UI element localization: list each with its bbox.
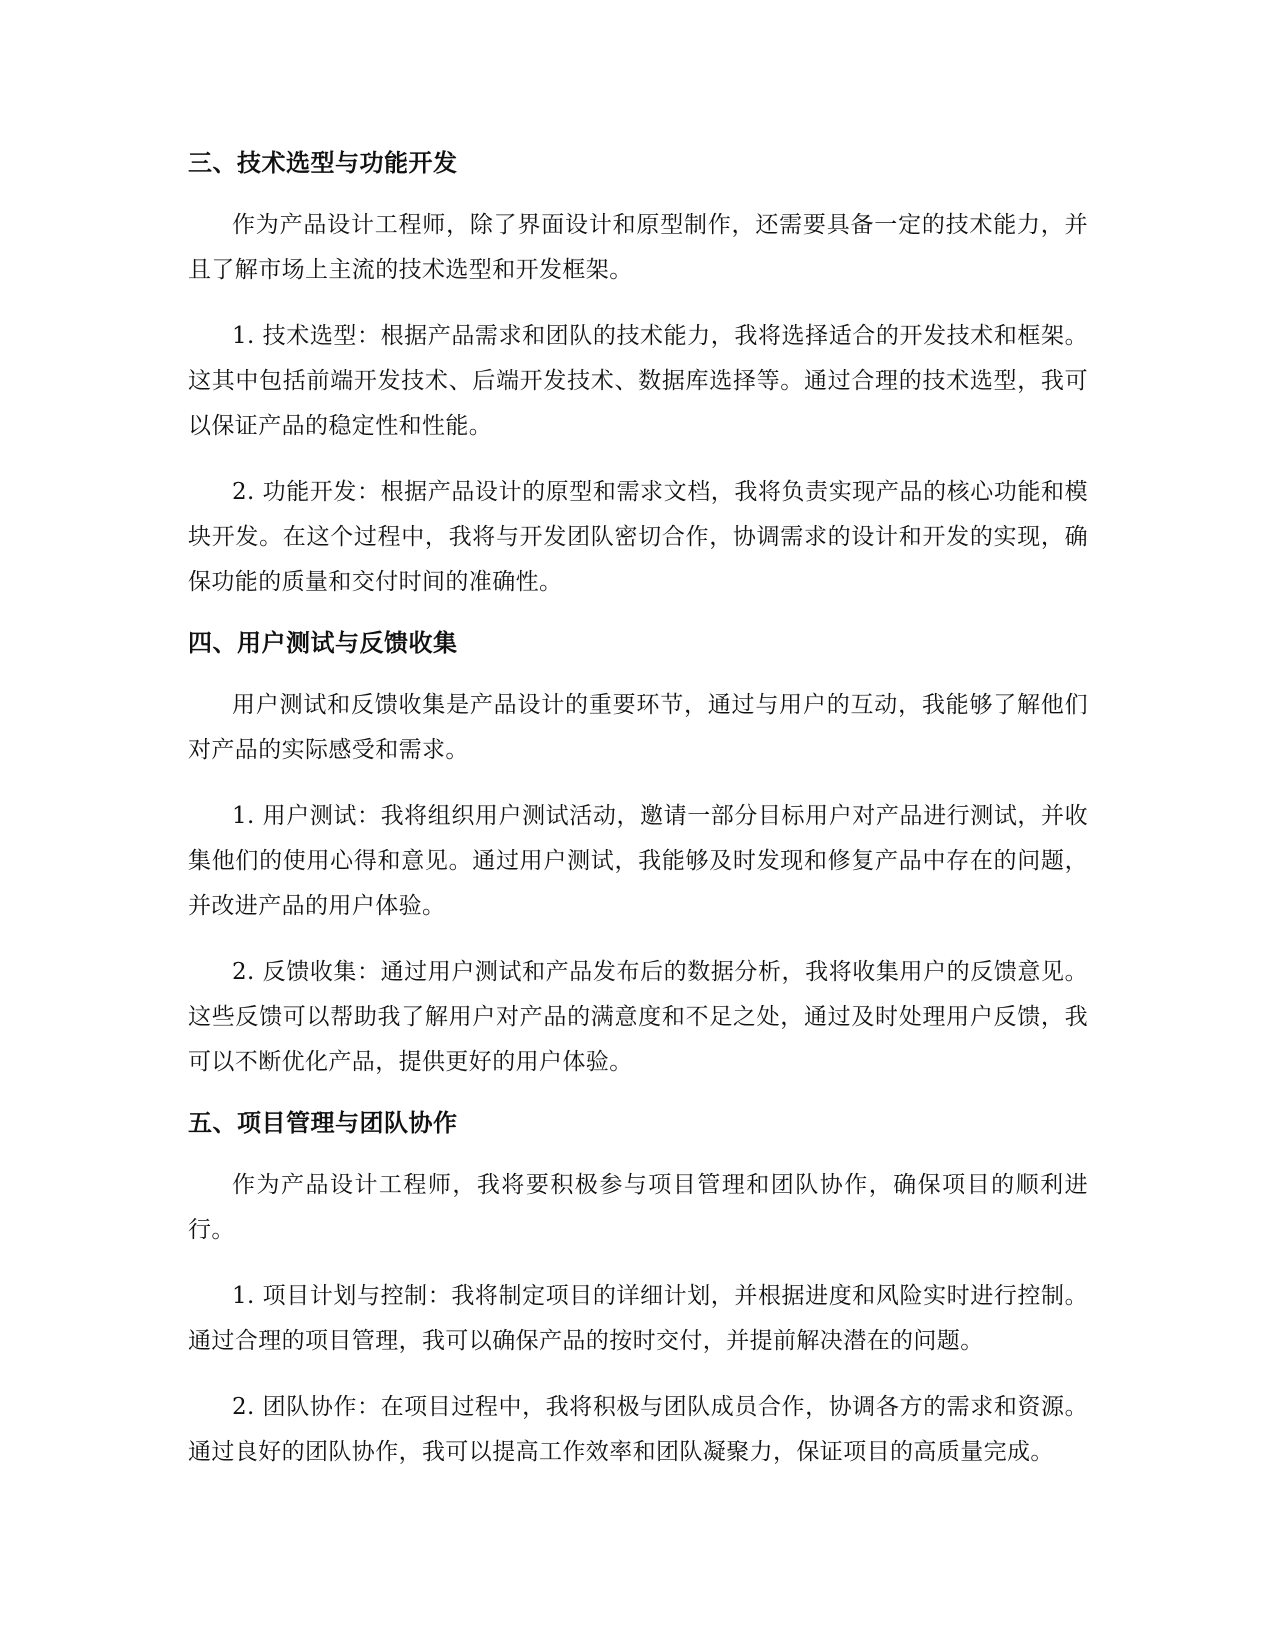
paragraph: 1. 用户测试：我将组织用户测试活动，邀请一部分目标用户对产品进行测试，并收集他们的使用心得和意见。通过用户测试，我能够及时发现和修复产品中存在的问题，并改进产品的用户体验。 <box>188 803 1088 919</box>
paragraph: 作为产品设计工程师，除了界面设计和原型制作，还需要具备一定的技术能力，并且了解市场上主流的技术选型和开发框架。 <box>188 212 1088 283</box>
section-project-management <box>188 1106 1088 1475</box>
paragraph: 用户测试和反馈收集是产品设计的重要环节，通过与用户的互动，我能够了解他们对产品的实际感受和需求。 <box>188 692 1088 763</box>
paragraph: 2. 反馈收集：通过用户测试和产品发布后的数据分析，我将收集用户的反馈意见。这些反馈可以帮助我了解用户对产品的满意度和不足之处，通过及时处理用户反馈，我可以不断优化产品，提供更好的用户体验。 <box>188 959 1088 1075</box>
section-heading: 四、用户测试与反馈收集 <box>188 629 458 657</box>
paragraph: 作为产品设计工程师，我将要积极参与项目管理和团队协作，确保项目的顺利进行。 <box>188 1172 1088 1243</box>
paragraph: 1. 项目计划与控制：我将制定项目的详细计划，并根据进度和风险实时进行控制。通过合理的项目管理，我可以确保产品的按时交付，并提前解决潜在的问题。 <box>188 1283 1088 1354</box>
document-page <box>188 146 1088 1496</box>
paragraph: 2. 功能开发：根据产品设计的原型和需求文档，我将负责实现产品的核心功能和模块开发。在这个过程中，我将与开发团队密切合作，协调需求的设计和开发的实现，确保功能的质量和交付时间的准确性。 <box>188 479 1088 595</box>
section-heading: 三、技术选型与功能开发 <box>188 149 458 177</box>
paragraph: 1. 技术选型：根据产品需求和团队的技术能力，我将选择适合的开发技术和框架。这其中包括前端开发技术、后端开发技术、数据库选择等。通过合理的技术选型，我可以保证产品的稳定性和性能。 <box>188 323 1088 439</box>
section-tech-selection <box>188 146 1088 605</box>
section-heading: 五、项目管理与团队协作 <box>188 1109 458 1137</box>
section-user-testing <box>188 626 1088 1085</box>
paragraph: 2. 团队协作：在项目过程中，我将积极与团队成员合作，协调各方的需求和资源。通过良好的团队协作，我可以提高工作效率和团队凝聚力，保证项目的高质量完成。 <box>188 1394 1088 1465</box>
